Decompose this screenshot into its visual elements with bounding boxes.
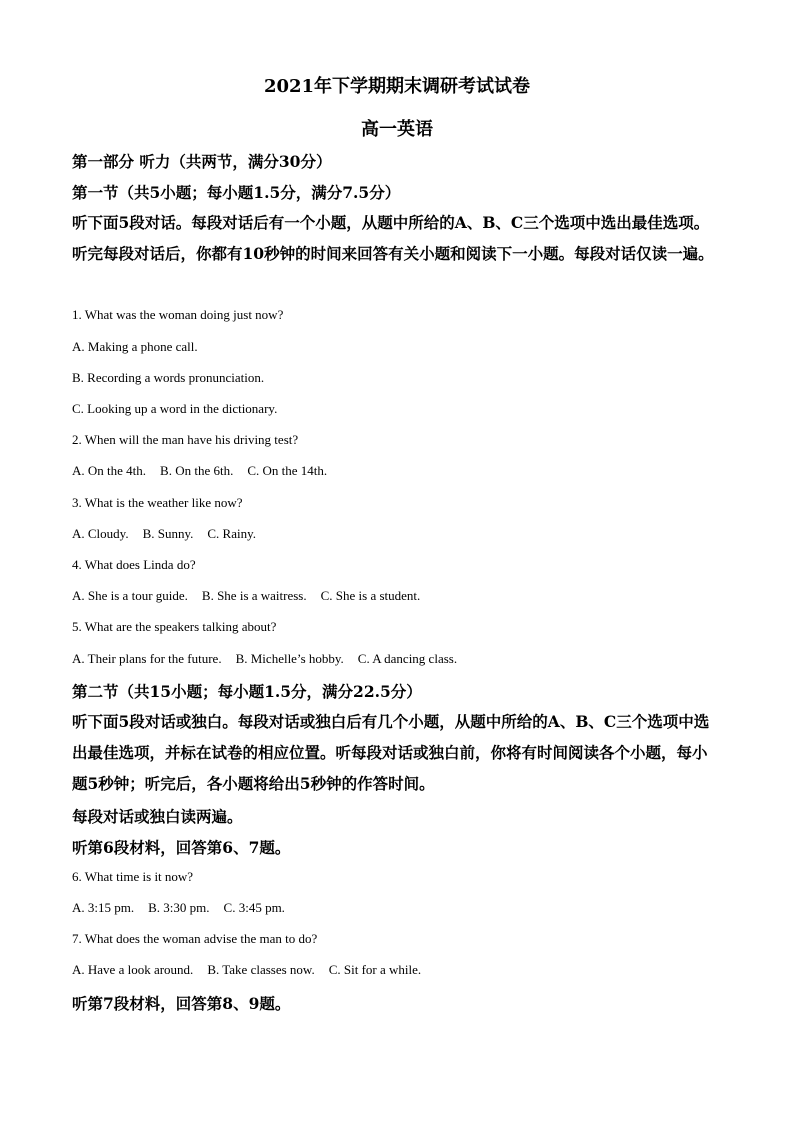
section1-heading: 第一节（共5小题；每小题1.5分，满分7.5分） [72,183,401,202]
question-6-options [72,900,285,916]
question-7: 7. What does the woman advise the man to do? [72,931,318,946]
question-6-option-b: B. 3:30 pm. [148,900,210,915]
question-2-option-b: B. On the 6th. [160,463,234,478]
question-1-option-b: B. Recording a words pronunciation. [72,370,265,385]
material-7-heading: 听第7段材料，回答第8、9题。 [72,994,291,1013]
question-5-option-a: A. Their plans for the future. [72,651,222,666]
question-2-option-c: C. On the 14th. [247,463,328,478]
question-7-option-c: C. Sit for a while. [328,962,422,977]
question-3-options [72,526,256,542]
question-2-options [72,463,327,479]
question-4-option-b: B. She is a waitress. [201,588,307,603]
material-6-heading: 听第6段材料，回答第6、7题。 [72,838,291,857]
question-6-option-a: A. 3:15 pm. [72,900,135,915]
question-4-options [72,588,420,604]
question-1: 1. What was the woman doing just now? [72,307,284,322]
question-2-option-a: A. On the 4th. [72,463,147,478]
question-4: 4. What does Linda do? [72,557,196,572]
question-5-options [72,651,457,667]
question-4-option-a: A. She is a tour guide. [72,588,188,603]
question-6: 6. What time is it now? [72,869,194,884]
question-5-option-c: C. A dancing class. [357,651,458,666]
question-1-option-a: A. Making a phone call. [72,339,198,354]
question-2: 2. When will the man have his driving test? [72,432,299,447]
question-7-options [72,962,421,978]
question-6-option-c: C. 3:45 pm. [223,900,285,915]
question-3-option-c: C. Rainy. [207,526,257,541]
question-1-option-c: C. Looking up a word in the dictionary. [72,401,278,416]
question-7-option-b: B. Take classes now. [207,962,315,977]
section2-instruction-repeat: 每段对话或独白读两遍。 [72,807,243,826]
question-5-option-b: B. Michelle’s hobby. [235,651,344,666]
section2-heading: 第二节（共15小题；每小题1.5分，满分22.5分） [72,682,422,701]
section2-instruction: 听下面5段对话或独白。每段对话或独白后有几个小题，从题中所给的A、B、C三个选项中选出最佳选项，并标在试卷的相应位置。听每段对话或独白前，你将有时间阅读各个小题，每小题5秒钟；听完后，各小题将给出5秒钟的作答时间。 [72,712,710,793]
question-3-option-b: B. Sunny. [142,526,194,541]
exam-subject: 高一英语 [361,119,433,140]
question-3: 3. What is the weather like now? [72,495,243,510]
question-5: 5. What are the speakers talking about? [72,619,277,634]
part1-heading: 第一部分 听力（共两节，满分30分） [72,152,332,171]
exam-title: 2021年下学期期末调研考试试卷 [263,76,531,97]
question-3-option-a: A. Cloudy. [72,526,129,541]
question-4-option-c: C. She is a student. [320,588,421,603]
question-7-option-a: A. Have a look around. [72,962,194,977]
section1-instruction: 听下面5段对话。每段对话后有一个小题，从题中所给的A、B、C三个选项中选出最佳选项。听完每段对话后，你都有10秒钟的时间来回答有关小题和阅读下一小题。每段对话仅读一遍。 [72,213,714,263]
